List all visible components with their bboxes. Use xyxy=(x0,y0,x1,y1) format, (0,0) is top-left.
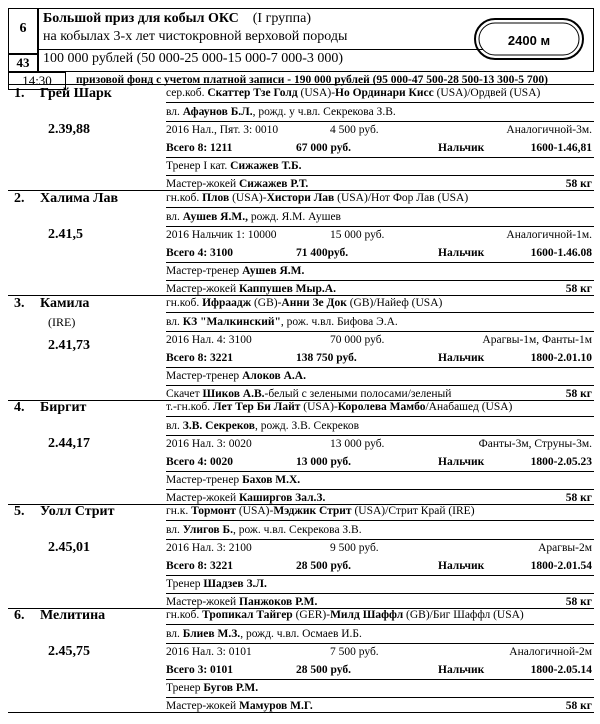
horse-entry xyxy=(0,296,600,402)
year-races: Фанты-3м, Струны-3м. xyxy=(478,438,592,450)
total-stats: Всего 8: 3221 xyxy=(166,352,234,364)
horse-name: Халима Лав xyxy=(40,191,119,206)
trainer-name: Алоков А.А. xyxy=(242,370,306,382)
divider xyxy=(166,102,594,103)
year-races: Арагвы-2м xyxy=(538,542,592,554)
horse-entry xyxy=(0,191,600,297)
year-races: Аналогичной-3м. xyxy=(506,124,592,136)
entry-divider xyxy=(8,712,594,713)
pedigree-line: т.-гн.коб. Лет Тер Би Лайт (USA)-Королева Мамбо/Анабашед (USA) xyxy=(166,401,513,413)
year-prize: 9 500 руб. xyxy=(330,542,379,554)
divider xyxy=(166,331,594,332)
sire-name: Тормонт xyxy=(191,505,236,517)
pedigree-line: гн.коб. Плов (USA)-Хистори Лав (USA)/Нот Фор Лав (USA) xyxy=(166,192,469,204)
dam-name: Хистори Лав xyxy=(266,192,335,204)
total-prize: 67 000 руб. xyxy=(296,142,351,154)
owner-name: Аушев Я.М., xyxy=(182,211,248,223)
divider xyxy=(166,157,594,158)
track-diagram xyxy=(473,17,585,61)
dam-name: Королева Мамбо xyxy=(337,401,426,413)
year-prize: 7 500 руб. xyxy=(330,646,379,658)
best-track: Нальчик xyxy=(438,664,485,676)
horse-origin: (IRE) xyxy=(48,315,76,329)
divider xyxy=(166,262,594,263)
trainer-name: Шадзев З.Л. xyxy=(203,578,267,590)
divider xyxy=(166,489,594,490)
jockey-line: Мастер-жокей Каширгов Зал.З. xyxy=(166,492,326,504)
race-purse: 100 000 рублей (50 000-25 000-15 000-7 000-3 000) xyxy=(39,49,483,67)
horse-rating: 2.41,5 xyxy=(48,227,83,242)
owner-line: вл. КЗ "Малкинский", рож. ч.вл. Бифова Э.А. xyxy=(166,316,398,328)
distance-label: 2400 м xyxy=(507,33,551,48)
pedigree-line: гн.коб. Тропикал Тайгер (GER)-Милд Шаффл (GB)/Биг Шаффл (USA) xyxy=(166,609,524,621)
trainer-name: Сижажев Т.Б. xyxy=(230,160,302,172)
best-time: 1800-2.05.23 xyxy=(530,456,592,468)
race-title-box xyxy=(38,8,594,72)
horse-name: Биргит xyxy=(40,400,87,415)
owner-name: Афаунов Б.Л. xyxy=(182,106,253,118)
trainer-line: Тренер I кат. Сижажев Т.Б. xyxy=(166,160,302,172)
divider xyxy=(166,226,594,227)
divider xyxy=(166,175,594,176)
carried-weight: 58 кг xyxy=(565,492,592,504)
divider xyxy=(166,121,594,122)
horse-entry xyxy=(0,400,600,506)
sire-name: Ифраадж xyxy=(202,297,252,309)
horse-name: Уолл Стрит xyxy=(40,504,115,519)
year-stats: 2016 Нал. 3: 2100 xyxy=(166,542,252,554)
sire-name: Скаттер Тзе Голд xyxy=(207,87,298,99)
trainer-line: Тренер Бугов Р.М. xyxy=(166,682,259,694)
best-track: Нальчик xyxy=(438,247,485,259)
jockey-name: Мамуров М.Г. xyxy=(239,700,313,712)
total-prize: 138 750 руб. xyxy=(296,352,357,364)
total-stats: Всего 8: 3221 xyxy=(166,560,234,572)
divider xyxy=(8,84,594,85)
program-number: 43 xyxy=(8,54,38,72)
divider xyxy=(166,539,594,540)
race-number-box xyxy=(8,8,38,54)
divider xyxy=(166,520,594,521)
pedigree-line: гн.коб. Ифраадж (GB)-Анни Зе Док (GB)/Найеф (USA) xyxy=(166,297,443,309)
divider xyxy=(166,471,594,472)
trainer-line: Мастер-тренер Алоков А.А. xyxy=(166,370,306,382)
entry-number: 2. xyxy=(14,191,25,206)
year-prize: 70 000 руб. xyxy=(330,334,385,346)
carried-weight: 58 кг xyxy=(565,283,592,295)
total-prize: 28 500 руб. xyxy=(296,560,351,572)
owner-line: вл. Улигов Б., рож. ч.вл. Секрекова З.В. xyxy=(166,524,362,536)
dam-name: Милд Шаффл xyxy=(330,609,404,621)
prize-fund: призовой фонд с учетом платной записи - 190 000 рублей (95 000-47 500-28 500-13 300-5 700) xyxy=(76,74,548,86)
race-number: 6 xyxy=(19,21,27,36)
sire-name: Лет Тер Би Лайт xyxy=(212,401,301,413)
divider xyxy=(166,416,594,417)
best-time: 1800-2.01.54 xyxy=(530,560,592,572)
trainer-name: Бахов М.Х. xyxy=(242,474,301,486)
jockey-name: Панжоков Р.М. xyxy=(239,596,318,608)
year-stats: 2016 Нал., Пят. 3: 0010 xyxy=(166,124,279,136)
jockey-line: Скачет Шиков А.В.-белый с зелеными полосами/зеленый xyxy=(166,388,452,400)
best-time: 1800-2.05.14 xyxy=(530,664,592,676)
best-time: 1800-2.01.10 xyxy=(530,352,592,364)
jockey-name: Каппушев Мыр.А. xyxy=(239,283,336,295)
best-track: Нальчик xyxy=(438,352,485,364)
divider xyxy=(166,280,594,281)
divider xyxy=(166,624,594,625)
sire-name: Плов xyxy=(202,192,230,204)
owner-line: вл. Афаунов Б.Л., рожд. у ч.вл. Секрекова З.В. xyxy=(166,106,396,118)
year-stats: 2016 Нал. 4: 3100 xyxy=(166,334,252,346)
divider xyxy=(166,697,594,698)
entry-number: 6. xyxy=(14,608,25,623)
best-time: 1600-1.46,81 xyxy=(530,142,592,154)
dam-name: Анни Зе Док xyxy=(281,297,347,309)
carried-weight: 58 кг xyxy=(565,388,592,400)
sire-name: Тропикал Тайгер xyxy=(202,609,293,621)
carried-weight: 58 кг xyxy=(565,178,592,190)
year-races: Аналогичной-1м. xyxy=(506,229,592,241)
jockey-name: Сижажев Р.Т. xyxy=(239,178,309,190)
owner-name: КЗ "Малкинский" xyxy=(182,316,281,328)
trainer-line: Тренер Шадзев З.Л. xyxy=(166,578,267,590)
horse-entry xyxy=(0,86,600,192)
best-track: Нальчик xyxy=(438,456,485,468)
horse-rating: 2.44,17 xyxy=(48,436,90,451)
trainer-name: Бугов Р.М. xyxy=(203,682,259,694)
trainer-name: Аушев Я.М. xyxy=(242,265,305,277)
race-header xyxy=(8,8,594,88)
year-races: Арагвы-1м, Фанты-1м xyxy=(482,334,592,346)
entry-number: 1. xyxy=(14,86,25,101)
year-prize: 13 000 руб. xyxy=(330,438,385,450)
divider xyxy=(166,679,594,680)
horse-entry xyxy=(0,608,600,714)
divider xyxy=(166,593,594,594)
race-group: (I группа) xyxy=(252,11,311,26)
jockey-name: Каширгов Зал.З. xyxy=(239,492,326,504)
total-stats: Всего 3: 0101 xyxy=(166,664,234,676)
divider xyxy=(166,643,594,644)
total-stats: Всего 4: 0020 xyxy=(166,456,234,468)
divider xyxy=(166,575,594,576)
dam-name: Мэджик Стрит xyxy=(273,505,352,517)
total-prize: 13 000 руб. xyxy=(296,456,351,468)
horse-entry xyxy=(0,504,600,610)
divider xyxy=(166,435,594,436)
owner-line: вл. З.В. Секреков, рожд. З.В. Секреков xyxy=(166,420,360,432)
divider xyxy=(166,367,594,368)
race-title: Большой приз для кобыл ОКС xyxy=(43,11,239,26)
horse-rating: 2.41,73 xyxy=(48,338,90,353)
race-time: 14:30 xyxy=(8,72,66,90)
jockey-name: Шиков А.В. xyxy=(202,388,265,400)
oval-track-icon xyxy=(473,17,585,61)
owner-name: З.В. Секреков xyxy=(182,420,255,432)
trainer-line: Мастер-тренер Аушев Я.М. xyxy=(166,265,305,277)
divider xyxy=(166,385,594,386)
horse-name: Грей Шарк xyxy=(40,86,112,101)
carried-weight: 58 кг xyxy=(565,596,592,608)
owner-name: Блиев М.З. xyxy=(182,628,241,640)
year-stats: 2016 Нал. 3: 0101 xyxy=(166,646,252,658)
horse-rating: 2.45,01 xyxy=(48,540,90,555)
jockey-line: Мастер-жокей Мамуров М.Г. xyxy=(166,700,313,712)
year-prize: 15 000 руб. xyxy=(330,229,385,241)
jockey-line: Мастер-жокей Панжоков Р.М. xyxy=(166,596,318,608)
divider xyxy=(166,207,594,208)
owner-name: Улигов Б. xyxy=(182,524,233,536)
carried-weight: 58 кг xyxy=(565,700,592,712)
year-prize: 4 500 руб. xyxy=(330,124,379,136)
pedigree-line: гн.к. Тормонт (USA)-Мэджик Стрит (USA)/Стрит Край (IRE) xyxy=(166,505,475,517)
best-time: 1600-1.46.08 xyxy=(530,247,592,259)
owner-line: вл. Аушев Я.М., рожд. Я.М. Аушев xyxy=(166,211,341,223)
trainer-line: Мастер-тренер Бахов М.Х. xyxy=(166,474,301,486)
entry-number: 5. xyxy=(14,504,25,519)
year-stats: 2016 Нальчик 1: 10000 xyxy=(166,229,277,241)
total-prize: 28 500 руб. xyxy=(296,664,351,676)
total-stats: Всего 8: 1211 xyxy=(166,142,233,154)
entry-number: 3. xyxy=(14,296,25,311)
jockey-line: Мастер-жокей Каппушев Мыр.А. xyxy=(166,283,336,295)
horse-name: Мелитина xyxy=(40,608,106,623)
horse-rating: 2.39,88 xyxy=(48,122,90,137)
jockey-line: Мастер-жокей Сижажев Р.Т. xyxy=(166,178,309,190)
entry-number: 4. xyxy=(14,400,25,415)
best-track: Нальчик xyxy=(438,560,485,572)
horse-name: Камила xyxy=(40,296,90,311)
divider xyxy=(166,312,594,313)
total-prize: 71 400руб. xyxy=(296,247,349,259)
race-conditions: на кобылах 3-х лет чистокровной верховой породы xyxy=(43,29,348,44)
horse-rating: 2.45,75 xyxy=(48,644,90,659)
year-races: Аналогичной-2м xyxy=(509,646,592,658)
best-track: Нальчик xyxy=(438,142,485,154)
owner-line: вл. Блиев М.З., рожд. ч.вл. Осмаев И.Б. xyxy=(166,628,362,640)
pedigree-line: сер.коб. Скаттер Тзе Голд (USA)-Но Ординари Кисс (USA)/Ордвей (USA) xyxy=(166,87,541,99)
dam-name: Но Ординари Кисс xyxy=(335,87,434,99)
total-stats: Всего 4: 3100 xyxy=(166,247,234,259)
year-stats: 2016 Нал. 3: 0020 xyxy=(166,438,252,450)
